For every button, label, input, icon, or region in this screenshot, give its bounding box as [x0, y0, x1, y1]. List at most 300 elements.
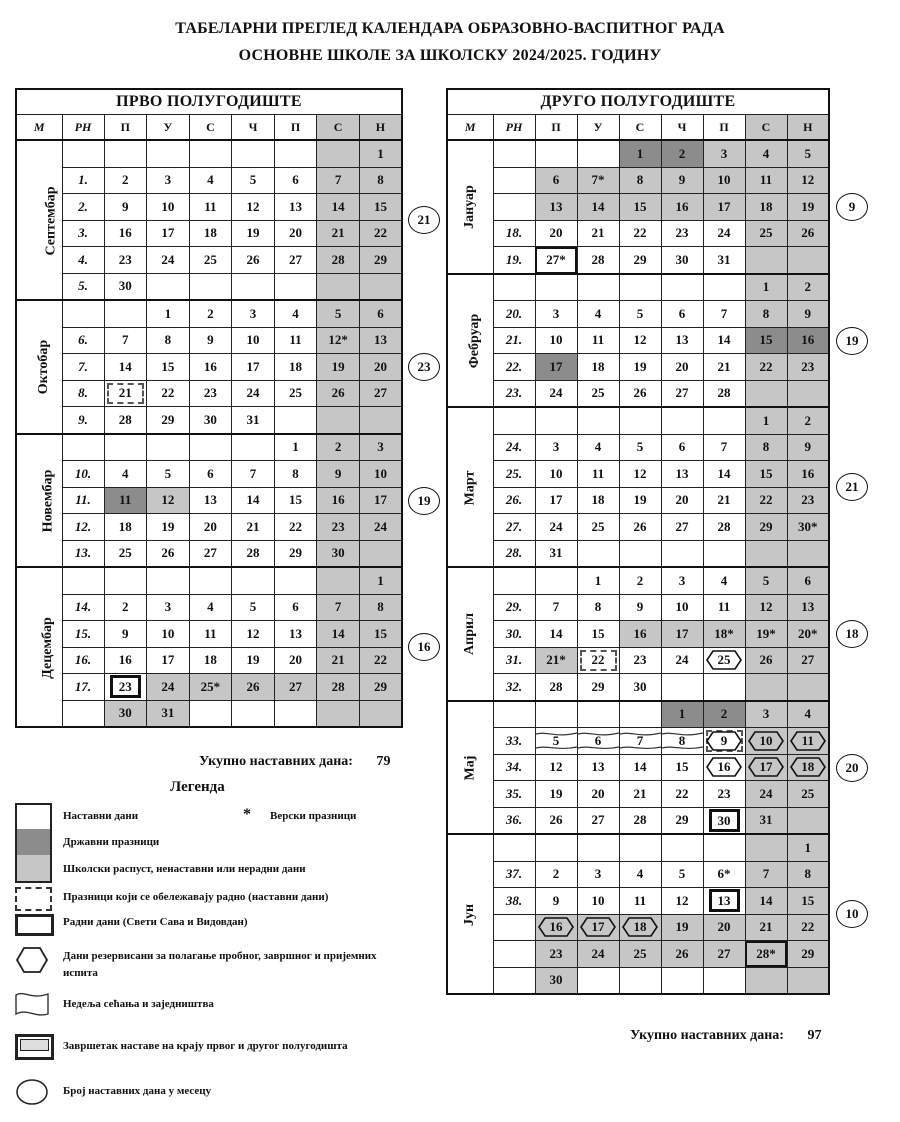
day-cell [317, 194, 360, 221]
day-cell [104, 487, 147, 514]
day-cell [619, 647, 661, 674]
day-number: 15 [801, 892, 815, 908]
teaching-week-number: 32. [493, 674, 535, 701]
day-number: 24 [675, 652, 689, 668]
day-cell [577, 701, 619, 728]
exam-day-hexagon-icon [706, 757, 742, 777]
day-cell [619, 274, 661, 301]
day-cell [232, 461, 275, 488]
day-cell [661, 487, 703, 514]
end-of-term-day: 23 [111, 676, 140, 697]
day-cell [147, 514, 190, 541]
day-number: 3 [762, 706, 770, 722]
day-cell [274, 327, 317, 354]
day-cell [535, 967, 577, 994]
legend-label-dashed: Празници који се обележавају радно (наставни дани) [63, 891, 329, 903]
day-cell [189, 621, 232, 648]
day-cell [359, 487, 402, 514]
day-cell [189, 300, 232, 327]
week-row [447, 728, 829, 755]
day-number: 9 [122, 198, 129, 214]
day-number: 9 [122, 625, 129, 641]
day-cell [147, 621, 190, 648]
day-number: 7 [334, 172, 342, 188]
week-row [447, 167, 829, 194]
day-number: 29 [289, 545, 303, 561]
day-number: 11 [801, 732, 814, 748]
day-number: 13 [289, 198, 303, 214]
day-number: 2 [552, 866, 560, 882]
day-number: 8 [377, 172, 384, 188]
teaching-week-number [493, 407, 535, 434]
day-number: 11 [289, 332, 302, 348]
day-cell [787, 327, 829, 354]
day-cell [189, 273, 232, 300]
end-of-term-day: 13 [710, 890, 739, 911]
day-number: 18 [801, 759, 815, 775]
day-number: 26 [675, 945, 689, 961]
day-cell [745, 807, 787, 834]
first-half-title: ПРВО ПОЛУГОДИШТЕ [16, 89, 402, 115]
day-cell [232, 434, 275, 461]
day-number: 19 [675, 919, 689, 935]
day-cell [232, 247, 275, 274]
day-number: 8 [292, 465, 299, 481]
month-label-cell [16, 300, 62, 434]
weekday-header-sun: Н [787, 115, 829, 141]
week-row [447, 274, 829, 301]
day-cell [232, 140, 275, 167]
day-number: 21 [759, 919, 773, 935]
day-number: 22 [759, 492, 773, 508]
teaching-week-number: 6. [62, 327, 104, 354]
legend-wave-icon [15, 990, 48, 1018]
month-label-cell [447, 834, 493, 994]
day-cell [787, 220, 829, 247]
day-cell [535, 514, 577, 541]
day-cell [535, 354, 577, 381]
day-cell [703, 701, 745, 728]
day-number: 19 [549, 785, 563, 801]
day-number: 19 [633, 492, 647, 508]
day-cell [703, 914, 745, 941]
day-number: 14 [759, 892, 773, 908]
day-cell [147, 567, 190, 594]
day-cell [661, 701, 703, 728]
week-row [447, 967, 829, 994]
week-row [447, 354, 829, 381]
legend-end-of-term-swatch [15, 1034, 54, 1060]
day-cell [745, 888, 787, 915]
day-cell [619, 461, 661, 488]
day-cell [577, 728, 619, 755]
day-number: 14 [331, 625, 345, 641]
day-cell [619, 247, 661, 274]
day-cell [703, 514, 745, 541]
month-label-cell [16, 567, 62, 727]
day-number: 10 [161, 198, 175, 214]
day-number: 8 [377, 599, 384, 615]
day-cell [619, 621, 661, 648]
legend-break-swatch [15, 855, 52, 883]
weekday-header-sat: С [317, 115, 360, 141]
month-name: Октобар [36, 340, 52, 395]
day-cell [745, 540, 787, 567]
day-number: 5 [636, 439, 644, 455]
day-cell [147, 354, 190, 381]
day-cell [104, 540, 147, 567]
day-number: 25 [717, 652, 731, 668]
day-cell [317, 567, 360, 594]
day-number: 24 [549, 385, 563, 401]
day-number: 3 [552, 305, 560, 321]
day-cell [189, 647, 232, 674]
day-cell [147, 407, 190, 434]
day-cell [274, 407, 317, 434]
second-half-title: ДРУГО ПОЛУГОДИШТЕ [447, 89, 829, 115]
day-cell [104, 700, 147, 727]
month-name: Април [462, 613, 478, 656]
day-cell [535, 380, 577, 407]
day-number: 18 [633, 919, 647, 935]
day-number: 27 [289, 251, 303, 267]
day-cell [317, 140, 360, 167]
day-number: 9 [720, 732, 728, 748]
day-number: 24 [717, 225, 731, 241]
day-cell [577, 861, 619, 888]
day-number: 17 [675, 625, 689, 641]
day-cell [274, 140, 317, 167]
day-number: 16 [203, 358, 217, 374]
day-number: 18 [203, 652, 217, 668]
day-cell [147, 273, 190, 300]
day-cell [147, 540, 190, 567]
day-cell [147, 674, 190, 701]
day-number: 13 [289, 625, 303, 641]
day-cell [661, 728, 703, 755]
rh-column-header: РН [493, 115, 535, 141]
day-cell [147, 461, 190, 488]
teaching-week-number [493, 167, 535, 194]
day-cell [745, 754, 787, 781]
day-cell [661, 941, 703, 968]
day-number: 12 [549, 759, 563, 775]
day-number: 30 [203, 411, 217, 427]
teaching-week-number: 25. [493, 461, 535, 488]
day-number: 22 [591, 652, 605, 668]
first-half-total-value: 79 [376, 754, 391, 769]
day-number: 8 [804, 866, 811, 882]
day-cell [189, 514, 232, 541]
day-cell [359, 140, 402, 167]
day-number: 27 [591, 812, 605, 828]
day-cell [317, 514, 360, 541]
day-number: 17 [161, 225, 175, 241]
teaching-week-number: 5. [62, 273, 104, 300]
day-cell [535, 834, 577, 861]
month-name: Јануар [462, 185, 478, 230]
day-number: 25 [801, 785, 815, 801]
day-number: 3 [594, 866, 602, 882]
day-number: 1 [292, 439, 299, 455]
legend-title: Легенда [170, 779, 225, 795]
week-row [16, 674, 402, 701]
day-number: 1 [594, 572, 602, 588]
day-number: 3 [249, 305, 257, 321]
week-row [16, 407, 402, 434]
day-number: 29 [373, 678, 387, 694]
day-number: 23 [801, 358, 815, 374]
weekday-header-wed: С [619, 115, 661, 141]
day-number: 14 [591, 198, 605, 214]
day-cell [577, 674, 619, 701]
day-number: 13 [203, 492, 217, 508]
day-cell [619, 514, 661, 541]
day-number: 18 [203, 225, 217, 241]
day-cell [745, 647, 787, 674]
day-number: 24 [591, 945, 605, 961]
day-cell [359, 273, 402, 300]
day-cell [359, 514, 402, 541]
first-half-total-label: Укупно наставних дана: [199, 754, 353, 769]
day-cell [535, 941, 577, 968]
day-number: 18 [759, 198, 773, 214]
day-number: 13 [675, 465, 689, 481]
teaching-week-number: 3. [62, 220, 104, 247]
day-number: 25 [203, 251, 217, 267]
day-cell [745, 914, 787, 941]
day-number: 28 [331, 251, 345, 267]
day-number: 7 [720, 439, 728, 455]
teaching-week-number: 22. [493, 354, 535, 381]
day-cell [787, 647, 829, 674]
day-cell [703, 567, 745, 594]
week-row [447, 194, 829, 221]
m-column-header: М [447, 115, 493, 141]
day-number: 7 [334, 599, 342, 615]
day-number: 14 [717, 332, 731, 348]
teaching-week-number: 7. [62, 354, 104, 381]
day-cell [274, 380, 317, 407]
day-cell [232, 194, 275, 221]
day-cell [535, 274, 577, 301]
day-cell [661, 434, 703, 461]
day-number: 6 [552, 172, 560, 188]
day-number: 10 [373, 465, 387, 481]
day-number: 21 [717, 358, 731, 374]
week-row [16, 647, 402, 674]
end-of-term-day: 30 [710, 810, 739, 831]
day-cell [274, 354, 317, 381]
day-cell [787, 407, 829, 434]
day-number: 26 [161, 545, 175, 561]
day-cell [274, 567, 317, 594]
day-cell [745, 327, 787, 354]
day-cell [787, 807, 829, 834]
day-cell [104, 140, 147, 167]
day-cell [787, 567, 829, 594]
day-number: 6 [678, 439, 686, 455]
day-cell [317, 300, 360, 327]
day-cell [189, 567, 232, 594]
day-cell [104, 434, 147, 461]
day-number: 19 [161, 518, 175, 534]
day-cell [745, 461, 787, 488]
day-number: 18 [591, 358, 605, 374]
day-number: 15 [591, 625, 605, 641]
day-number: 30* [798, 518, 818, 534]
day-number: 5 [678, 866, 686, 882]
day-cell [577, 540, 619, 567]
day-cell [232, 674, 275, 701]
exam-day-hexagon-icon [622, 917, 658, 937]
weekday-header-sat: С [745, 115, 787, 141]
day-cell [703, 247, 745, 274]
teaching-days-count-circle: 21 [836, 473, 868, 501]
day-cell [703, 967, 745, 994]
day-cell [787, 754, 829, 781]
day-cell [274, 674, 317, 701]
day-number: 9 [678, 172, 686, 188]
day-cell [619, 888, 661, 915]
day-cell [703, 621, 745, 648]
day-cell [745, 220, 787, 247]
day-cell [535, 567, 577, 594]
day-number: 20 [717, 919, 731, 935]
day-cell [661, 674, 703, 701]
day-number: 29 [675, 812, 689, 828]
teaching-week-number: 20. [493, 301, 535, 328]
day-cell [359, 461, 402, 488]
legend-circle-icon [15, 1078, 48, 1106]
day-number: 24 [246, 385, 260, 401]
week-row [447, 888, 829, 915]
day-cell [577, 888, 619, 915]
day-cell [661, 621, 703, 648]
day-cell [703, 140, 745, 167]
day-number: 14 [549, 625, 563, 641]
teaching-week-number: 15. [62, 621, 104, 648]
day-number: 26 [759, 652, 773, 668]
day-cell [535, 594, 577, 621]
day-cell [787, 540, 829, 567]
day-cell [661, 594, 703, 621]
day-number: 28 [591, 251, 605, 267]
day-number: 13 [373, 332, 387, 348]
week-row [447, 407, 829, 434]
day-cell [745, 781, 787, 808]
day-number: 14 [717, 465, 731, 481]
legend-asterisk-symbol: * [243, 806, 251, 823]
day-cell [787, 140, 829, 167]
weekday-header-thu: Ч [232, 115, 275, 141]
day-number: 20 [289, 652, 303, 668]
day-number: 23 [801, 492, 815, 508]
day-number: 10 [246, 332, 260, 348]
day-cell [703, 754, 745, 781]
day-number: 27 [373, 385, 387, 401]
day-cell [745, 194, 787, 221]
legend-label-break: Школски распуст, ненаставни или нерадни дани [63, 863, 306, 875]
day-cell [619, 967, 661, 994]
teaching-days-count-circle: 23 [408, 353, 440, 381]
day-number: 12 [246, 198, 260, 214]
day-cell [619, 674, 661, 701]
day-number: 5 [636, 305, 644, 321]
day-number: 15 [289, 492, 303, 508]
day-cell [104, 273, 147, 300]
day-cell [317, 487, 360, 514]
day-cell [189, 674, 232, 701]
day-cell [661, 514, 703, 541]
teaching-week-number: 21. [493, 327, 535, 354]
month-label-cell [16, 140, 62, 300]
day-cell [189, 487, 232, 514]
day-cell [274, 461, 317, 488]
day-cell [787, 594, 829, 621]
teaching-days-count-circle: 19 [836, 327, 868, 355]
week-row [447, 514, 829, 541]
day-cell [359, 540, 402, 567]
day-cell [577, 140, 619, 167]
day-cell [703, 220, 745, 247]
day-number: 14 [246, 492, 260, 508]
day-number: 21 [246, 518, 260, 534]
teaching-week-number: 18. [493, 220, 535, 247]
day-cell [661, 754, 703, 781]
day-number: 23 [675, 225, 689, 241]
day-cell [232, 327, 275, 354]
day-number: 1 [678, 706, 686, 722]
month-name: Фебруар [467, 313, 483, 368]
teaching-days-count-circle: 9 [836, 193, 868, 221]
day-cell [787, 914, 829, 941]
day-cell [577, 914, 619, 941]
day-cell [745, 567, 787, 594]
day-number: 2 [122, 599, 129, 615]
teaching-week-number: 26. [493, 487, 535, 514]
day-number: 7 [636, 732, 644, 748]
teaching-week-number [493, 567, 535, 594]
day-number: 16 [633, 625, 647, 641]
day-cell [104, 621, 147, 648]
day-number: 2 [804, 412, 811, 428]
day-number: 22 [759, 358, 773, 374]
day-number: 16 [717, 759, 731, 775]
day-cell [703, 540, 745, 567]
day-cell [619, 540, 661, 567]
day-number: 25 [759, 225, 773, 241]
day-cell [535, 220, 577, 247]
week-row [447, 540, 829, 567]
day-number: 21* [546, 652, 566, 668]
document-title-line2: ОСНОВНЕ ШКОЛЕ ЗА ШКОЛСКУ 2024/2025. ГОДИНУ [238, 47, 662, 64]
day-number: 30 [675, 251, 689, 267]
day-number: 28 [118, 411, 132, 427]
week-row [16, 461, 402, 488]
day-cell [535, 674, 577, 701]
legend-label-exam-days: Дани резервисани за полагање пробног, завршног и пријемних испита [63, 950, 377, 979]
day-number: 24 [759, 785, 773, 801]
day-number: 4 [594, 439, 602, 455]
month-label-cell [447, 567, 493, 701]
day-cell [317, 167, 360, 194]
day-cell [577, 167, 619, 194]
day-number: 22 [801, 919, 815, 935]
day-number: 4 [804, 706, 811, 722]
teaching-week-number: 38. [493, 888, 535, 915]
day-cell [787, 461, 829, 488]
